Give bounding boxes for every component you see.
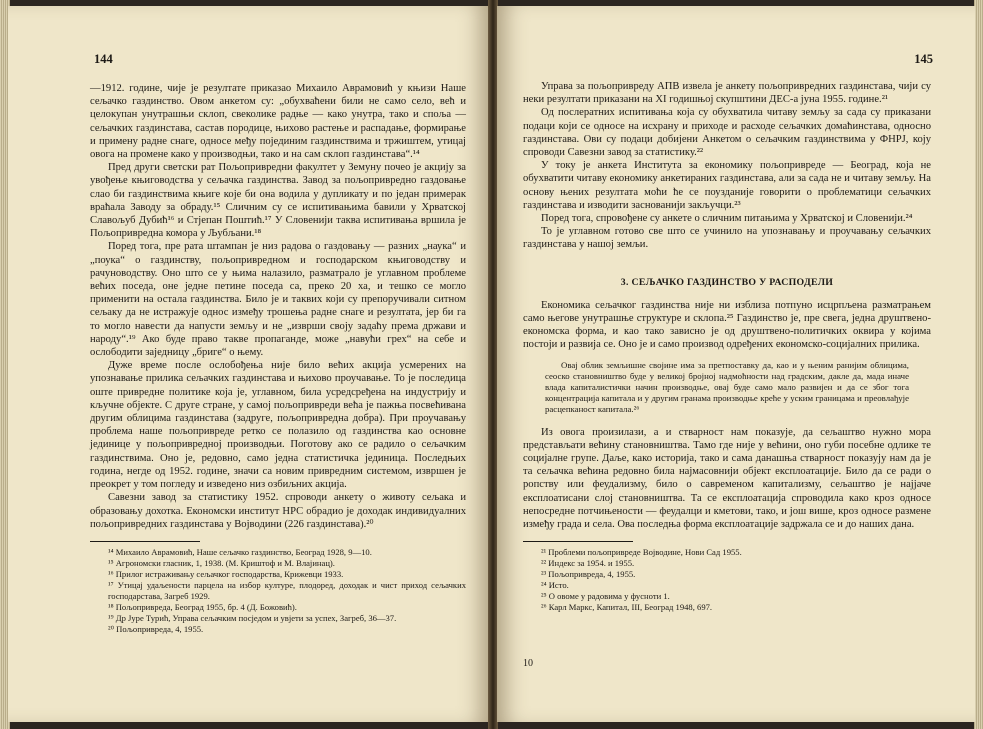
footnote: ²² Индекс за 1954. и 1955. xyxy=(541,558,635,569)
footnote: ¹⁸ Пољопривреда, Београд 1955, бр. 4 (Д. Божовић). xyxy=(108,601,297,612)
block-quote: Овај облик земљишне својине има за претпоставку да, као и у њеним ранијим облицима, сеоско становништво буде у великој бројној надмоћности над градским, дакле да, мада иначе влада капиталистички начин производње, овај буде само мало развијен и да се због тога концентрација капитала и у другим гранама производње креће у уским границама и преовлађује расцепканост капитала.²⁶ xyxy=(545,359,909,415)
page-edges-right xyxy=(974,0,983,729)
paragraph: Пред други светски рат Пољопривредни факултет у Земуну почео је акцију за увођење књиговодства у сељачка газдинства. Завод за пољопривредно газдовање слао би газдинствима књиге које би она водила у дупликату и по један примерак враћала Заводу за обраду.¹⁵ Сличним су се испитивањима бавили у Хрватској Славољуб Дубић¹⁶ и Стјепан Поштић.¹⁷ У Словенији таква испитивања вршила је Пољопривредна комора у Љубљани.¹⁸ xyxy=(90,162,466,240)
paragraph: У току је анкета Института за економику пољопривреде — Београд, која не обухватити читаву економику анкетираних газдинстава, али за сада не и читаву земљу. На основу њених резултата моћи ће се поузданије говорити о проблематици сељачких газдинстава и изводити заснованији закључци.²³ xyxy=(523,160,931,211)
paragraph: Економика сељачког газдинства није ни изблиза потпуно исцрпљена разматрањем само његове унутрашње структуре и склопа.²⁵ Газдинство је, пре свега, једна друштвено-економска форма, и као тако зависно је од друштвено-политичких оквира у којима постоји и развија се. Оно је и само производ одређених економско-социјалних прилика. xyxy=(523,299,931,351)
footnote: ¹⁶ Прилог истраживању сељачког господарства, Крижевци 1933. xyxy=(108,568,344,579)
paragraph: Поред тога, пре рата штампан је низ радова о газдовању — разних „наука“ и „поука“ о газдинству, пољопривредном и господарском књиговодству и рачуноводству. Оно што се у њима налазило, разматрало је углавном проблеме већих поседа, оне једне петине поседа са, преко 20 ха, и тешко се могло применити на остала газдинства. Било је и таквих који су препоручивали ситном сељаку да не истражује однос између трошења радне снаге и резултата, јер би га то могло навести да напусти земљу и не „изврши своју задаћу према држави и народу“.¹⁹ Ако буде право такве пропаганде, може „навући грех“ на себе и ослободити заједницу „бриге“ о њему. xyxy=(90,241,466,359)
paragraph: Савезни завод за статистику 1952. спроводи анкету о животу сељака и образовању дохотка. Економски институт НРС обрадио је доходак индивидуалних пољопривредних газдинстава у Војводини (226 газдинстава).²⁰ xyxy=(90,492,466,530)
paragraph: Дуже време после ослобођења није било већих акција усмерених на упознавање прилика сељачких газдинстава и њихово проучавање. То је последица оште привредне политике која је, углавном, била усредсређена на индустрију и кључне објекте. С друге стране, у самој пољопривреди већа је пажња посвећивана другим облицима газдинстава (задруге, пољопривредна добра). При проучавању проблема наше пољопривреде ретко се полазило од газдинства као основне јединице у пољопривредној производњи. Поготову ако се радило о сељачким газдинствима. Оно је, редовно, само једна статистичка јединица. Последњих година, негде од 1952. године, значи са новим привредним системом, извршен је преокрет у том погледу и изведено низ озбиљних акција. xyxy=(90,360,466,491)
right-page xyxy=(497,6,975,722)
footnote-divider xyxy=(523,541,633,542)
paragraph: —1912. године, чије је резултате приказао Михаило Аврамовић у књизи Наше сељачко газдинство. Овом анкетом су: „обухваћени били не само село, већ и целокупан унутрашњи склоп, свеколике радње — како унутра, тако и споља — сељачких газдинстава, састав породице, њихово растење и распадање, формирање и примену радне снаге, односе међу појединим газдинствима и тржиштем, утицај овога на промене како у производњи, тако и на сам склоп газдинстава“.¹⁴ xyxy=(90,83,466,161)
section-heading: 3. СЕЉАЧКО ГАЗДИНСТВО У РАСПОДЕЛИ xyxy=(620,276,834,288)
footnote: ²⁵ О овоме у радовима у фусноти 1. xyxy=(541,591,670,602)
footnote: ²⁴ Исто. xyxy=(541,580,569,591)
right-text-column xyxy=(523,80,931,613)
paragraph: Управа за пољопривреду АПВ извела је анкету пољопривредних газдинстава, чији су неки резултати приказани на XI годишњој скупштини ДЕС-а јуна 1955. године.²¹ xyxy=(523,81,931,106)
footnote: ¹⁹ Др Јуре Турић, Управа сељачким посједом и увјети за успех, Загреб, 36—37. xyxy=(108,612,397,623)
left-page xyxy=(8,6,489,722)
footnote-divider xyxy=(90,541,200,542)
left-text-column xyxy=(90,82,466,635)
page-number: 145 xyxy=(914,52,933,66)
signature-mark: 10 xyxy=(523,658,533,669)
paragraph: Из овога произилази, а и стварност нам показује, да сељаштво нужно мора представљати већину становништва. Тамо где није у већини, оно губи посебне одлике те социјалне групе. Даље, како историја, тако и сама данашња стварност показују нам да је та сељачка већина редовно била најмасовнији објект експлоатације. Било да се ради о ропству или феудализму, било о савременом капитализму, сељаштво је најјаче експлоатисани слој становништва. Та се експлоатација спроводила како кроз односе непосредне потчињености — феудалци и кметови, тако, и још више, кроз односе размене између града и села. Ова последња форма експлоатације задржала се и до наших дана. xyxy=(523,426,931,531)
footnote: ²⁰ Пољопривреда, 4, 1955. xyxy=(108,623,204,634)
footnote: ²³ Пољопривреда, 4, 1955. xyxy=(541,569,636,580)
footnote: ²⁶ Карл Маркс, Капитал, III, Београд 1948, 697. xyxy=(541,602,713,613)
footnote: ²¹ Проблеми пољопривреде Војводине, Нови Сад 1955. xyxy=(541,547,742,558)
footnote: ¹⁴ Михаило Аврамовић, Наше сељачко газдинство, Београд 1928, 9—10. xyxy=(108,546,372,557)
page-number: 144 xyxy=(94,52,113,66)
paragraph: Поред тога, спровођене су анкете о сличним питањима у Хрватској и Словенији.²⁴ xyxy=(541,213,913,225)
paragraph: То је углавном готово све што се учинило на упознавању и проучавању сељачких газдинстава у нашој земљи. xyxy=(523,226,931,251)
footnote: ¹⁵ Агрономски гласник, 1, 1938. (М. Криштоф и М. Влајинац). xyxy=(108,557,335,568)
paragraph: Од послератних испитивања која су обухватила читаву земљу за сада су приказани подаци који се односе на исхрану и приходе и расходе сељачких домаћинстава, односно газдинстава. Ови су подаци добијени Анкетом о сељачким газдинствима у ФНРЈ, коју спроводи Савезни завод за статистику.²² xyxy=(523,107,931,159)
footnote: ¹⁷ Утицај удаљености парцела на избор културе, плодоред, доходак и чист приход сељачких господарстава, Загреб 1929. xyxy=(108,579,466,601)
